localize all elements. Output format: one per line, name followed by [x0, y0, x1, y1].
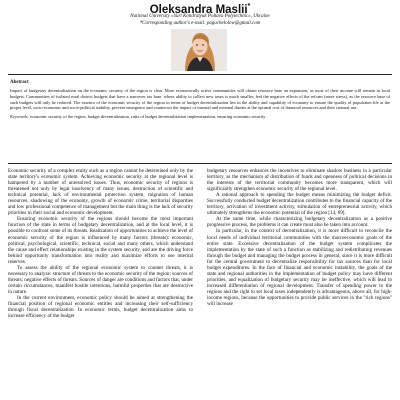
body-paragraph: Economic security of a complex entity such as a region cannot be determined only by the state territory's economic system. Achieving economic security at the regional level is hampered by a number of unresolved issues. Thus, economic security of regions is threatened not only by legal insolvency of many issues, destruction of scientific and technical potential, lack of environmental protection system, migration of human resources, shadowing of the economy, growth of economic crime, territorial disparities and low professional competence of management but the main thing is the lack of security priorities in their social and economic development. [8, 168, 193, 217]
body-paragraph: At the same time, while characterizing budgetary decentralization as a positive progressive process, the problems it can create must also be taken into account. [207, 216, 392, 229]
author-portrait-image [171, 29, 227, 71]
left-column [8, 168, 193, 400]
author-name-text: Oleksandra Masliі [149, 3, 248, 16]
keywords-label: Keywords: [10, 114, 29, 120]
body-paragraph: In the current environment, economic policy should be aimed at strengthening the financial position of regional economic entities and increasing their self-sufficiency through fiscal decentralization. In economic terms, budget decentralization aims to increase efficiency of the budget [8, 294, 193, 320]
corresponding-email: *Corresponding author's e-mail: pagachelolow@gmail.com [139, 21, 261, 26]
keywords-text: economic security of the region, budget decentralization, risks of budget decentralization implementation, ensuring economic security [28, 114, 266, 120]
body-paragraph: In particular, in the context of decentralization, it is more difficult to reconcile the local needs of individual territorial communities with the macroeconomic goals of the entire state. Excessive decentralization of the budget system complicates the implementation by the state of such a function as stabilizing and redistributing revenues through the budget and managing the budget process in general, since it is more difficult for the central government to decentralize responsibility for tax sources than for local budget expenditures. In the face of financial and economic instability, the goals of the state and regional authorities in the implementation of budget policy may have different priorities, and equalization of budgetary security may be ineffective, which will lead to increased differentiation of regional development. Transfer of spending power to the regions and the right to set local taxes independently is advantageous, above all, for high-income regions, because the opportunities to provide public services in the "rich regions" will increase [207, 228, 392, 308]
body-paragraph: Ensuring economic security of the regions should become the most important function of the state in terms of budgetary decentralization, and at the local level, it is possible to confront some of its threats. Realization of opportunities to achieve the level of economic security of the region is influenced by many factors (threats): economic, political, psychological, scientific, technical, social and many others, which understand the cause and effect relationships existing in the system security, and are the driving force behind opportunity transformation into reality and maximize efforts to use internal reserves. [8, 216, 193, 265]
body-paragraph: budgetary resources enhances the incentives to eliminate shadow business in a particular territory, as the mechanism of distribution of funds and openness of political decisions in the interests of the territorial community becomes more transparent, which will significantly strengthen economic security of the regional level. [207, 168, 392, 193]
body-paragraph: To assess the ability of the regional economic system to counter threats, it is necessary to analyze: structure of threats to the economic security of the region; sources of threats; negative effects of threats. Sources of danger are conditions and factors that, under certain circumstances, manifest hostile intentions, harmful properties that are destructive in nature. [8, 264, 193, 295]
right-column [207, 168, 392, 400]
author-photo [171, 29, 227, 71]
abstract-heading: Abstract [10, 80, 29, 85]
body-text [8, 168, 392, 400]
affiliation: National University «Yuri Kondratyuk Poltava Polytechnic», Ukraine [130, 14, 270, 19]
abstract-text: Impact of budgetary decentralization on the economic security of the region is clear. More economically active communities will obtain resource base an expansion, as most of their income will remain in local budgets. Communities of isolated rural district budgets that have a narrower tax base, where ability to collect new taxes is much smaller, feel the negative effects of the reform (more stress), as the resource base of such budgets will only be reduced. The essence of the economic security of the region in terms of budget decentralization lies in the ability and capability of economy to ensure the quality of population life at the proper level, socio-economic and socio-political stability, prevent emergence and counteract the impact of internal and external threats at the optimal cost of financial resources and their rational use. [10, 88, 390, 111]
keywords-line [10, 114, 390, 120]
author-footnote-mark: * [247, 3, 251, 10]
abstract-section [8, 74, 392, 164]
body-paragraph: A rational approach to spending the budget means minimizing the budget deficit. Successfully conducted budget decentralization contributes to the financial capacity of the territory, activation of investment activity, stimulation of entrepreneurial activity, which ultimately strengthens the economic potential of the region [14, 69]. [207, 192, 392, 217]
